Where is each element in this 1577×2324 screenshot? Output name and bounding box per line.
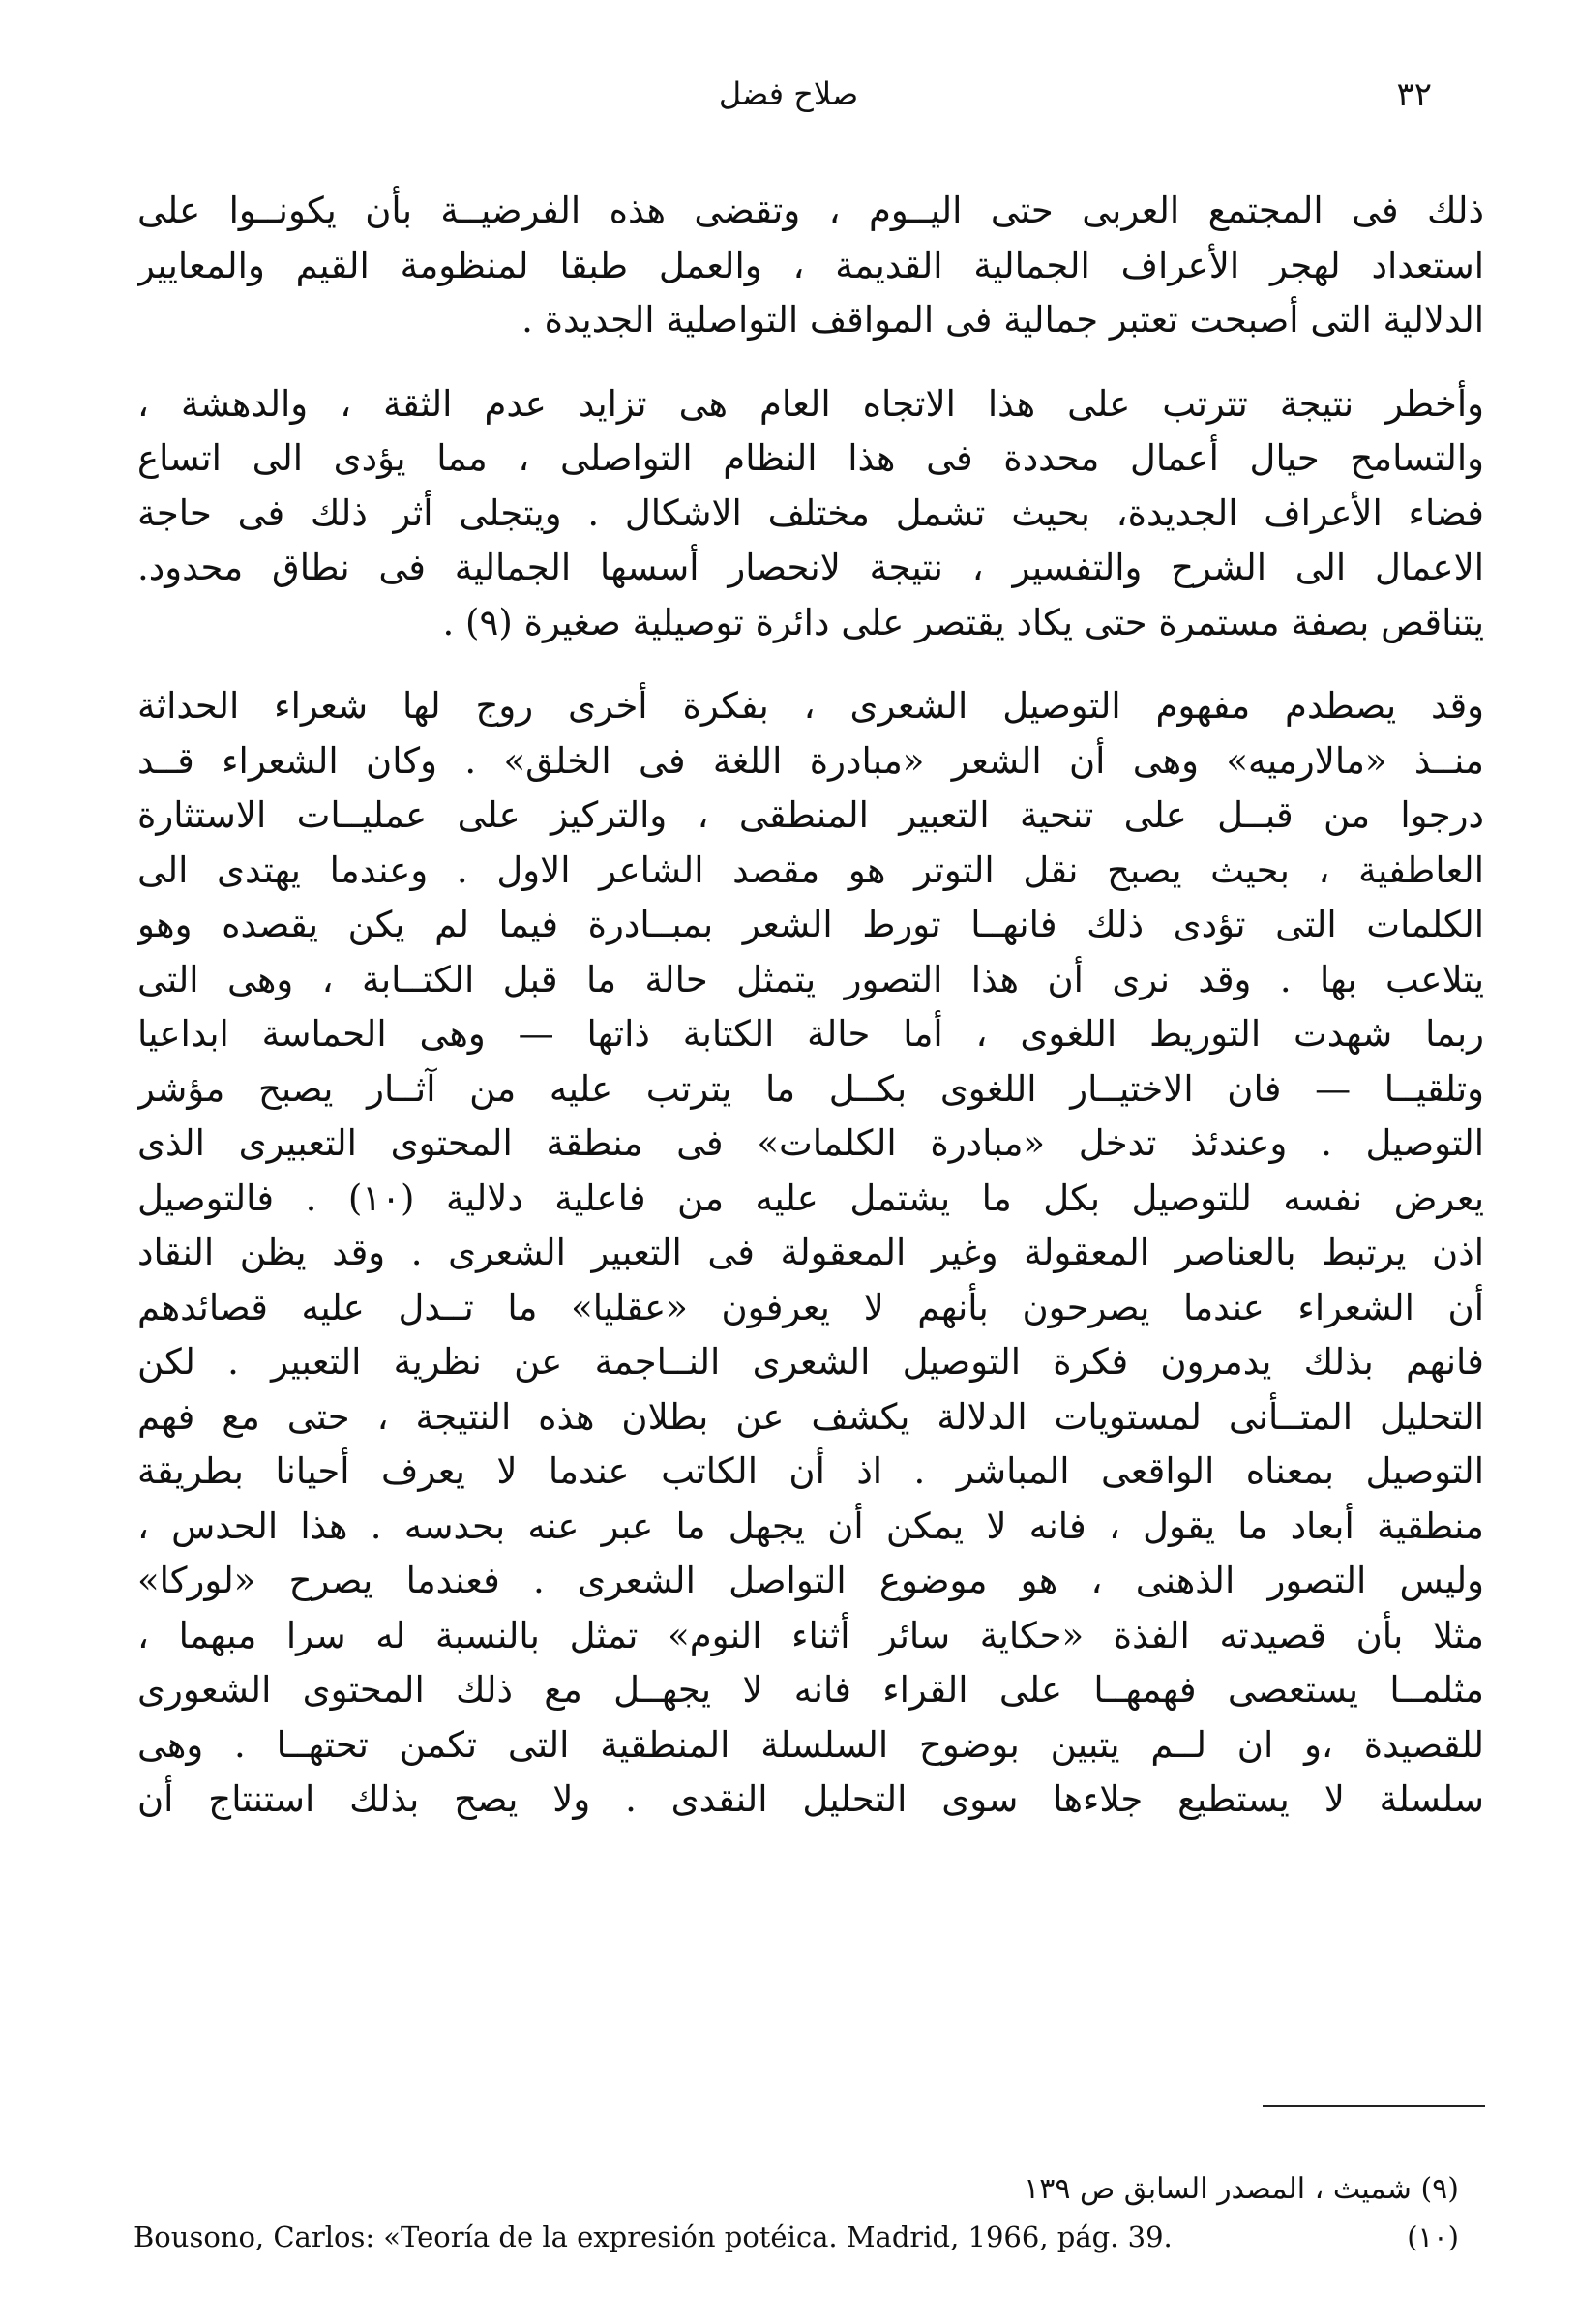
paragraph-1 — [137, 184, 1484, 348]
page-number: ٣٢ — [1396, 75, 1432, 114]
text-line: يتلاعب بها . وقد نرى أن هذا التصور يتمثل حالة ما قبل الكتــابة ، وهى التى — [137, 958, 1484, 1000]
text-line: يتناقص بصفة مستمرة حتى يكاد يقتصر على دائرة توصيلية صغيرة (٩) . — [442, 601, 1484, 643]
footnote-mark: (١٠) — [1407, 2220, 1459, 2253]
text-line: استعداد لهجر الأعراف الجمالية القديمة ، والعمل طبقا لمنظومة القيم والمعايير — [137, 244, 1484, 286]
footnote-10 — [134, 2214, 1459, 2260]
text-line: سلسلة لا يستطيع جلاءها سوى التحليل النقدى . ولا يصح بذلك استنتاج أن — [137, 1778, 1484, 1820]
text-line: والتسامح حيال أعمال محددة فى هذا النظام التواصلى ، مما يؤدى الى اتساع — [137, 437, 1484, 479]
text-line: التحليل المتــأنى لمستويات الدلالة يكشف عن بطلان هذه النتيجة ، حتى مع فهم — [137, 1395, 1484, 1438]
footnote-text: شميث ، المصدر السابق ص ١٣٩ — [1024, 2172, 1412, 2206]
footnote-mark: (٩) — [1420, 2172, 1459, 2206]
paragraph-3 — [137, 679, 1484, 1828]
text-line: وتلقيــا — فان الاختيــار اللغوى بكــل ما يترتب عليه من آثــار يصبح مؤشر — [137, 1067, 1484, 1110]
text-line: منــذ «مالارميه» وهى أن الشعر «مبادرة اللغة فى الخلق» . وكان الشعراء قــد — [137, 739, 1484, 782]
paragraph-2 — [137, 377, 1484, 651]
running-head-author: صلاح فضل — [718, 75, 859, 112]
text-line: فضاء الأعراف الجديدة، بحيث تشمل مختلف الاشكال . ويتجلى أثر ذلك فى حاجة — [137, 492, 1484, 534]
text-line: مثلمــا يستعصى فهمهــا على القراء فانه لا يجهــل مع ذلك المحتوى الشعورى — [137, 1669, 1484, 1711]
footnote-9 — [134, 2165, 1459, 2214]
footnote-text: Bousono, Carlos: «Teoría de la expresión potéica. Madrid, 1966, pág. 39. — [134, 2220, 1173, 2253]
text-line: التوصيل بمعناه الواقعى المباشر . اذ أن الكاتب عندما لا يعرف أحيانا بطريقة — [137, 1450, 1484, 1492]
text-line: للقصيدة ،و ان لــم يتبين بوضوح السلسلة المنطقية التى تكمن تحتهــا . وهى — [137, 1723, 1484, 1766]
body-text — [137, 184, 1484, 1828]
text-line: يعرض نفسه للتوصيل بكل ما يشتمل عليه من فاعلية دلالية (١٠) . فالتوصيل — [137, 1177, 1484, 1219]
text-line: الاعمال الى الشرح والتفسير ، نتيجة لانحصار أسسها الجمالية فى نطاق محدود. — [137, 547, 1484, 588]
text-line: الكلمات التى تؤدى ذلك فانهــا تورط الشعر بمبــادرة فيما لم يكن يقصده وهو — [137, 904, 1484, 945]
footnotes — [134, 2165, 1459, 2260]
text-line: الدلالية التى أصبحت تعتبر جمالية فى المواقف التواصلية الجديدة . — [521, 299, 1484, 341]
text-line: وأخطر نتيجة تترتب على هذا الاتجاه العام هى تزايد عدم الثقة ، والدهشة ، — [137, 382, 1484, 425]
text-line: أن الشعراء عندما يصرحون بأنهم لا يعرفون «عقليا» ما تــدل عليه قصائدهم — [137, 1286, 1484, 1328]
text-line: اذن يرتبط بالعناصر المعقولة وغير المعقولة فى التعبير الشعرى . وقد يظن النقاد — [137, 1232, 1484, 1273]
footnote-separator — [1263, 2105, 1485, 2107]
text-line: ذلك فى المجتمع العربى حتى اليــوم ، وتقضى هذه الفرضيــة بأن يكونــوا على — [137, 190, 1484, 231]
text-line: ربما شهدت التوريط اللغوى ، أما حالة الكتابة ذاتها — وهى الحماسة ابداعيا — [137, 1013, 1484, 1055]
text-line: وليس التصور الذهنى ، هو موضوع التواصل الشعرى . فعندما يصرح «لوركا» — [137, 1560, 1484, 1601]
text-line: درجوا من قبــل على تنحية التعبير المنطقى ، والتركيز على عمليــات الاستثارة — [137, 794, 1484, 836]
text-line: منطقية أبعاد ما يقول ، فانه لا يمكن أن يجهل ما عبر عنه بحدسه . هذا الحدس ، — [137, 1505, 1484, 1547]
page-header — [145, 75, 1432, 124]
text-line: فانهم بذلك يدمرون فكرة التوصيل الشعرى النــاجمة عن نظرية التعبير . لكن — [137, 1341, 1484, 1383]
text-line: مثلا بأن قصيدته الفذة «حكاية سائر أثناء النوم» تمثل بالنسبة له سرا مبهما ، — [137, 1614, 1484, 1656]
text-line: العاطفية ، بحيث يصبح نقل التوتر هو مقصد الشاعر الاول . وعندما يهتدى الى — [137, 849, 1484, 891]
text-line: وقد يصطدم مفهوم التوصيل الشعرى ، بفكرة أخرى روج لها شعراء الحداثة — [137, 685, 1484, 727]
text-line: التوصيل . وعندئذ تدخل «مبادرة الكلمات» فى منطقة المحتوى التعبيرى الذى — [137, 1122, 1484, 1164]
